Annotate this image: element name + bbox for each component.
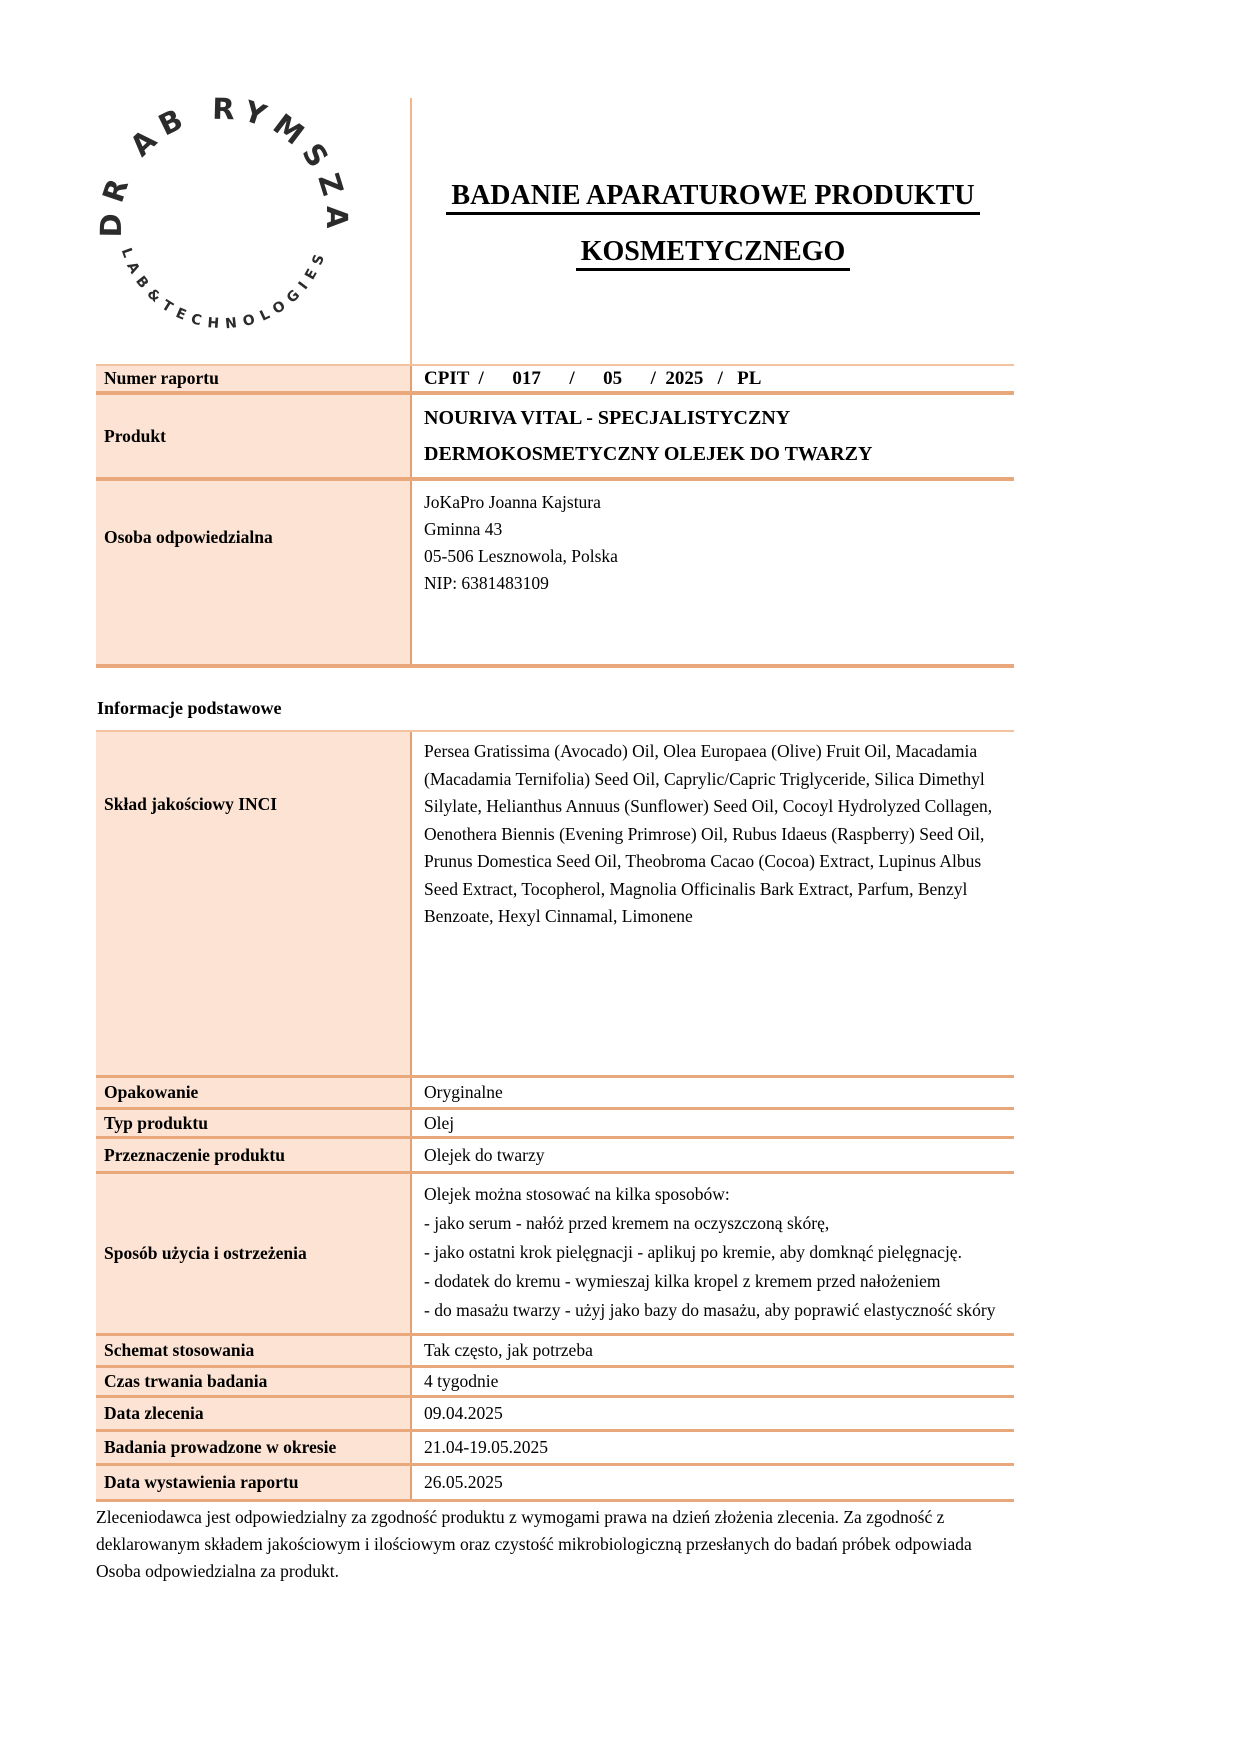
- row-value: [410, 1078, 1014, 1107]
- responsible-city: 05-506 Lesznowola, Polska: [424, 546, 618, 566]
- row-value: [410, 1398, 1014, 1429]
- table-row-okres-badan: [96, 1432, 1014, 1466]
- row-value: [410, 1139, 1014, 1171]
- order-date-value: 09.04.2025: [424, 1403, 503, 1423]
- logo-arc-bottom: LAB&TECHNOLOGIES: [117, 245, 331, 333]
- row-value: [410, 1110, 1014, 1136]
- inci-composition: Persea Gratissima (Avocado) Oil, Olea Europaea (Olive) Fruit Oil, Macadamia (Macadamia Ternifolia) Seed Oil, Caprylic/Capric Triglyceride, Silica Dimethyl Silylate, Helianthus Annuus (Sunflower) Seed Oil, Cocoyl Hydrolyzed Collagen, Oenothera Biennis (Evening Primrose) Oil, Rubus Idaeus (Raspberry) Seed Oil, Prunus Domestica Seed Oil, Theobroma Cacao (Cocoa) Extract, Lupinus Albus Seed Extract, Tocopherol, Magnolia Officinalis Bark Extract, Parfum, Benzyl Benzoate, Hexyl Cinnamal, Limonene: [424, 741, 993, 926]
- table-row-osoba-odpowiedzialna: [96, 481, 1014, 668]
- row-label: Skład jakościowy INCI: [96, 732, 410, 1075]
- product-name-line-2: DERMOKOSMETYCZNY OLEJEK DO TWARZY: [424, 443, 873, 465]
- row-label: Sposób użycia i ostrzeżenia: [96, 1174, 410, 1333]
- report-header-table: [96, 364, 1014, 668]
- row-label: Numer raportu: [96, 366, 410, 391]
- row-label: Schemat stosowania: [96, 1336, 410, 1365]
- usage-line-3: - jako ostatni krok pielęgnacji - aplikuj po kremie, aby domknąć pielęgnację.: [424, 1242, 962, 1262]
- table-row-data-zlecenia: [96, 1398, 1014, 1432]
- responsible-nip: NIP: 6381483109: [424, 573, 549, 593]
- row-value: [410, 1368, 1014, 1395]
- document-title: [412, 168, 1014, 280]
- title-line-1: BADANIE APARATUROWE PRODUKTU: [446, 180, 979, 215]
- table-row-opakowanie: [96, 1078, 1014, 1110]
- section-heading: Informacje podstawowe: [97, 698, 282, 718]
- table-row-sposob-uzycia: [96, 1174, 1014, 1336]
- row-value: [410, 1174, 1014, 1333]
- row-label: Czas trwania badania: [96, 1368, 410, 1395]
- table-row-typ-produktu: [96, 1110, 1014, 1139]
- row-value: [410, 1432, 1014, 1463]
- row-value: [410, 366, 1014, 391]
- row-label: Data wystawienia raportu: [96, 1466, 410, 1499]
- row-value: [410, 1336, 1014, 1365]
- packaging-value: Oryginalne: [424, 1082, 503, 1102]
- table-row-schemat: [96, 1336, 1014, 1368]
- product-purpose-value: Olejek do twarzy: [424, 1144, 545, 1165]
- product-name-line-1: NOURIVA VITAL - SPECJALISTYCZNY: [424, 407, 791, 429]
- row-value: [410, 481, 1014, 664]
- study-period-value: 21.04-19.05.2025: [424, 1437, 548, 1457]
- row-label: Opakowanie: [96, 1078, 410, 1107]
- row-value: [410, 732, 1014, 1075]
- table-row-produkt: [96, 395, 1014, 481]
- report-number: CPIT / 017 / 05 / 2025 / PL: [424, 368, 762, 389]
- row-label: Data zlecenia: [96, 1398, 410, 1429]
- row-value: [410, 1466, 1014, 1499]
- row-label: Przeznaczenie produktu: [96, 1139, 410, 1171]
- usage-line-2: - jako serum - nałóż przed kremem na oczyszczoną skórę,: [424, 1213, 830, 1233]
- table-row-przeznaczenie: [96, 1139, 1014, 1174]
- table-row-czas-trwania: [96, 1368, 1014, 1398]
- table-row-data-raportu: [96, 1466, 1014, 1502]
- usage-line-5: - do masażu twarzy - użyj jako bazy do masażu, aby poprawić elastyczność skóry: [424, 1300, 996, 1320]
- title-line-2: KOSMETYCZNEGO: [576, 236, 850, 271]
- lab-logo: [92, 90, 356, 354]
- row-label: Osoba odpowiedzialna: [96, 481, 410, 664]
- responsible-street: Gminna 43: [424, 519, 503, 539]
- table-row-numer-raportu: [96, 366, 1014, 395]
- basic-info-table: [96, 730, 1014, 1502]
- table-row-sklad-inci: [96, 732, 1014, 1078]
- product-type-value: Olej: [424, 1112, 455, 1133]
- row-label: Typ produktu: [96, 1110, 410, 1136]
- row-label: Produkt: [96, 395, 410, 477]
- report-issue-date-value: 26.05.2025: [424, 1472, 503, 1492]
- logo-arc-top: DR AB RYMSZA: [93, 91, 355, 238]
- responsible-company: JoKaPro Joanna Kajstura: [424, 492, 601, 512]
- row-value: [410, 395, 1014, 477]
- row-label: Badania prowadzone w okresie: [96, 1432, 410, 1463]
- study-duration-value: 4 tygodnie: [424, 1371, 499, 1391]
- usage-scheme-value: Tak często, jak potrzeba: [424, 1340, 593, 1360]
- disclaimer-text: Zleceniodawca jest odpowiedzialny za zgodność produktu z wymogami prawa na dzień złożenia zlecenia. Za zgodność z deklarowanym składem jakościowym i ilościowym oraz czystość mikrobiologiczną przesłanych do badań próbek odpowiada Osoba odpowiedzialna za produkt.: [96, 1507, 972, 1581]
- usage-line-1: Olejek można stosować na kilka sposobów:: [424, 1184, 730, 1204]
- usage-line-4: - dodatek do kremu - wymieszaj kilka kropel z kremem przed nałożeniem: [424, 1271, 941, 1291]
